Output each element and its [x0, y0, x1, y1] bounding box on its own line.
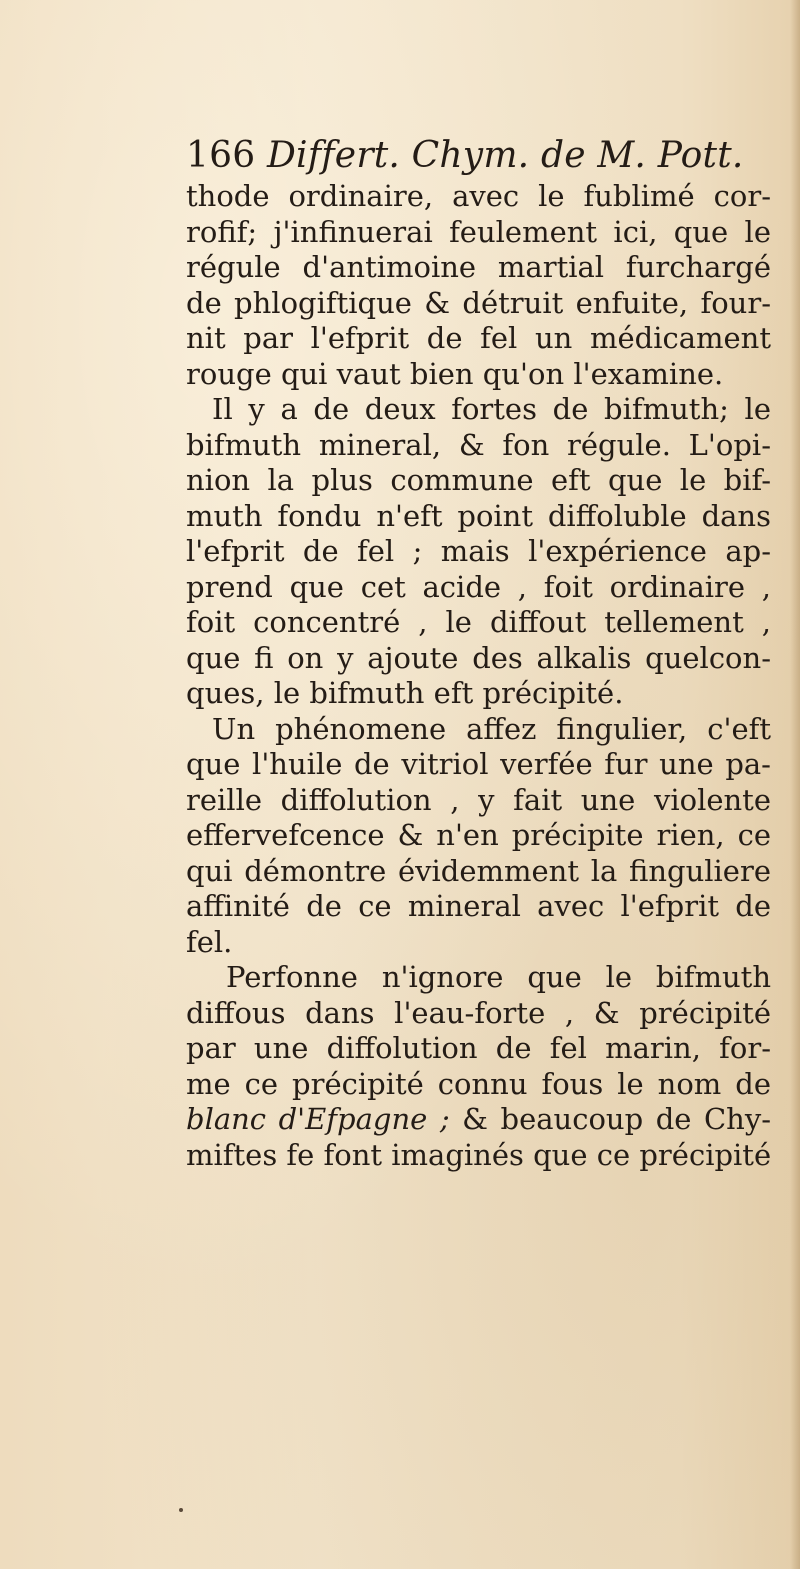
text-line-9: nion la plus commune eft que le bif- [186, 463, 771, 497]
text-line-4: de phlogiftique & détruit enfuite, four- [186, 285, 771, 320]
text-line-16-paragraph-start: Un phénomene affez fingulier, c'eft [212, 711, 771, 746]
book-page-text [186, 133, 771, 1173]
text-line-13: foit concentré , le diffout tellement , [186, 605, 771, 639]
text-line-2: rofif; j'infinuerai feulement ici, que le [186, 214, 771, 249]
text-line-7-paragraph-start: Il y a de deux fortes de bifmuth; le [212, 392, 771, 426]
text-line-24: diffous dans l'eau-forte , & précipité [186, 995, 771, 1030]
text-line-12: prend que cet acide , foit ordinaire , [186, 569, 771, 604]
text-line-26: me ce précipité connu fous le nom de [186, 1066, 771, 1101]
text-line-25: par une diffolution de fel marin, for- [186, 1031, 771, 1065]
text-line-14: que fi on y ajoute des alkalis quelcon- [186, 640, 771, 675]
page-number: 166 [186, 135, 256, 176]
running-head [186, 133, 771, 179]
text-line-10: muth fondu n'eft point diffoluble dans [186, 498, 771, 533]
page-edge-shadow [790, 0, 800, 1569]
italic-phrase-blanc-d-espagne: blanc d'Efpagne ; [186, 1102, 450, 1136]
text-line-1: thode ordinaire, avec le fublimé cor- [186, 179, 771, 213]
text-line-6: rouge qui vaut bien qu'on l'examine. [186, 356, 724, 391]
text-line-27-rest: & beaucoup de Chy- [462, 1102, 771, 1136]
text-line-17: que l'huile de vitriol verfée fur une pa- [186, 747, 771, 781]
text-line-3: régule d'antimoine martial furchargé [186, 250, 771, 284]
text-line-5: nit par l'efprit de fel un médicament [186, 321, 771, 355]
paper-speck [179, 1508, 183, 1512]
running-head-title: Differt. Chym. de M. Pott. [266, 135, 744, 176]
text-line-20: qui démontre évidemment la finguliere [186, 853, 771, 888]
text-line-27 [186, 1102, 771, 1138]
text-line-15: ques, le bifmuth eft précipité. [186, 676, 624, 710]
text-line-8: bifmuth mineral, & fon régule. L'opi- [186, 427, 771, 462]
text-line-28: miftes fe font imaginés que ce précipité [186, 1137, 771, 1172]
text-line-18: reille diffolution , y fait une violente [186, 782, 771, 817]
text-line-23-paragraph-start: Perfonne n'ignore que le bifmuth [226, 960, 771, 994]
text-line-19: effervefcence & n'en précipite rien, ce [186, 818, 771, 852]
text-line-22: fel. [186, 924, 233, 959]
text-line-11: l'efprit de fel ; mais l'expérience ap- [186, 534, 771, 568]
text-line-21: affinité de ce mineral avec l'efprit de [186, 889, 771, 923]
